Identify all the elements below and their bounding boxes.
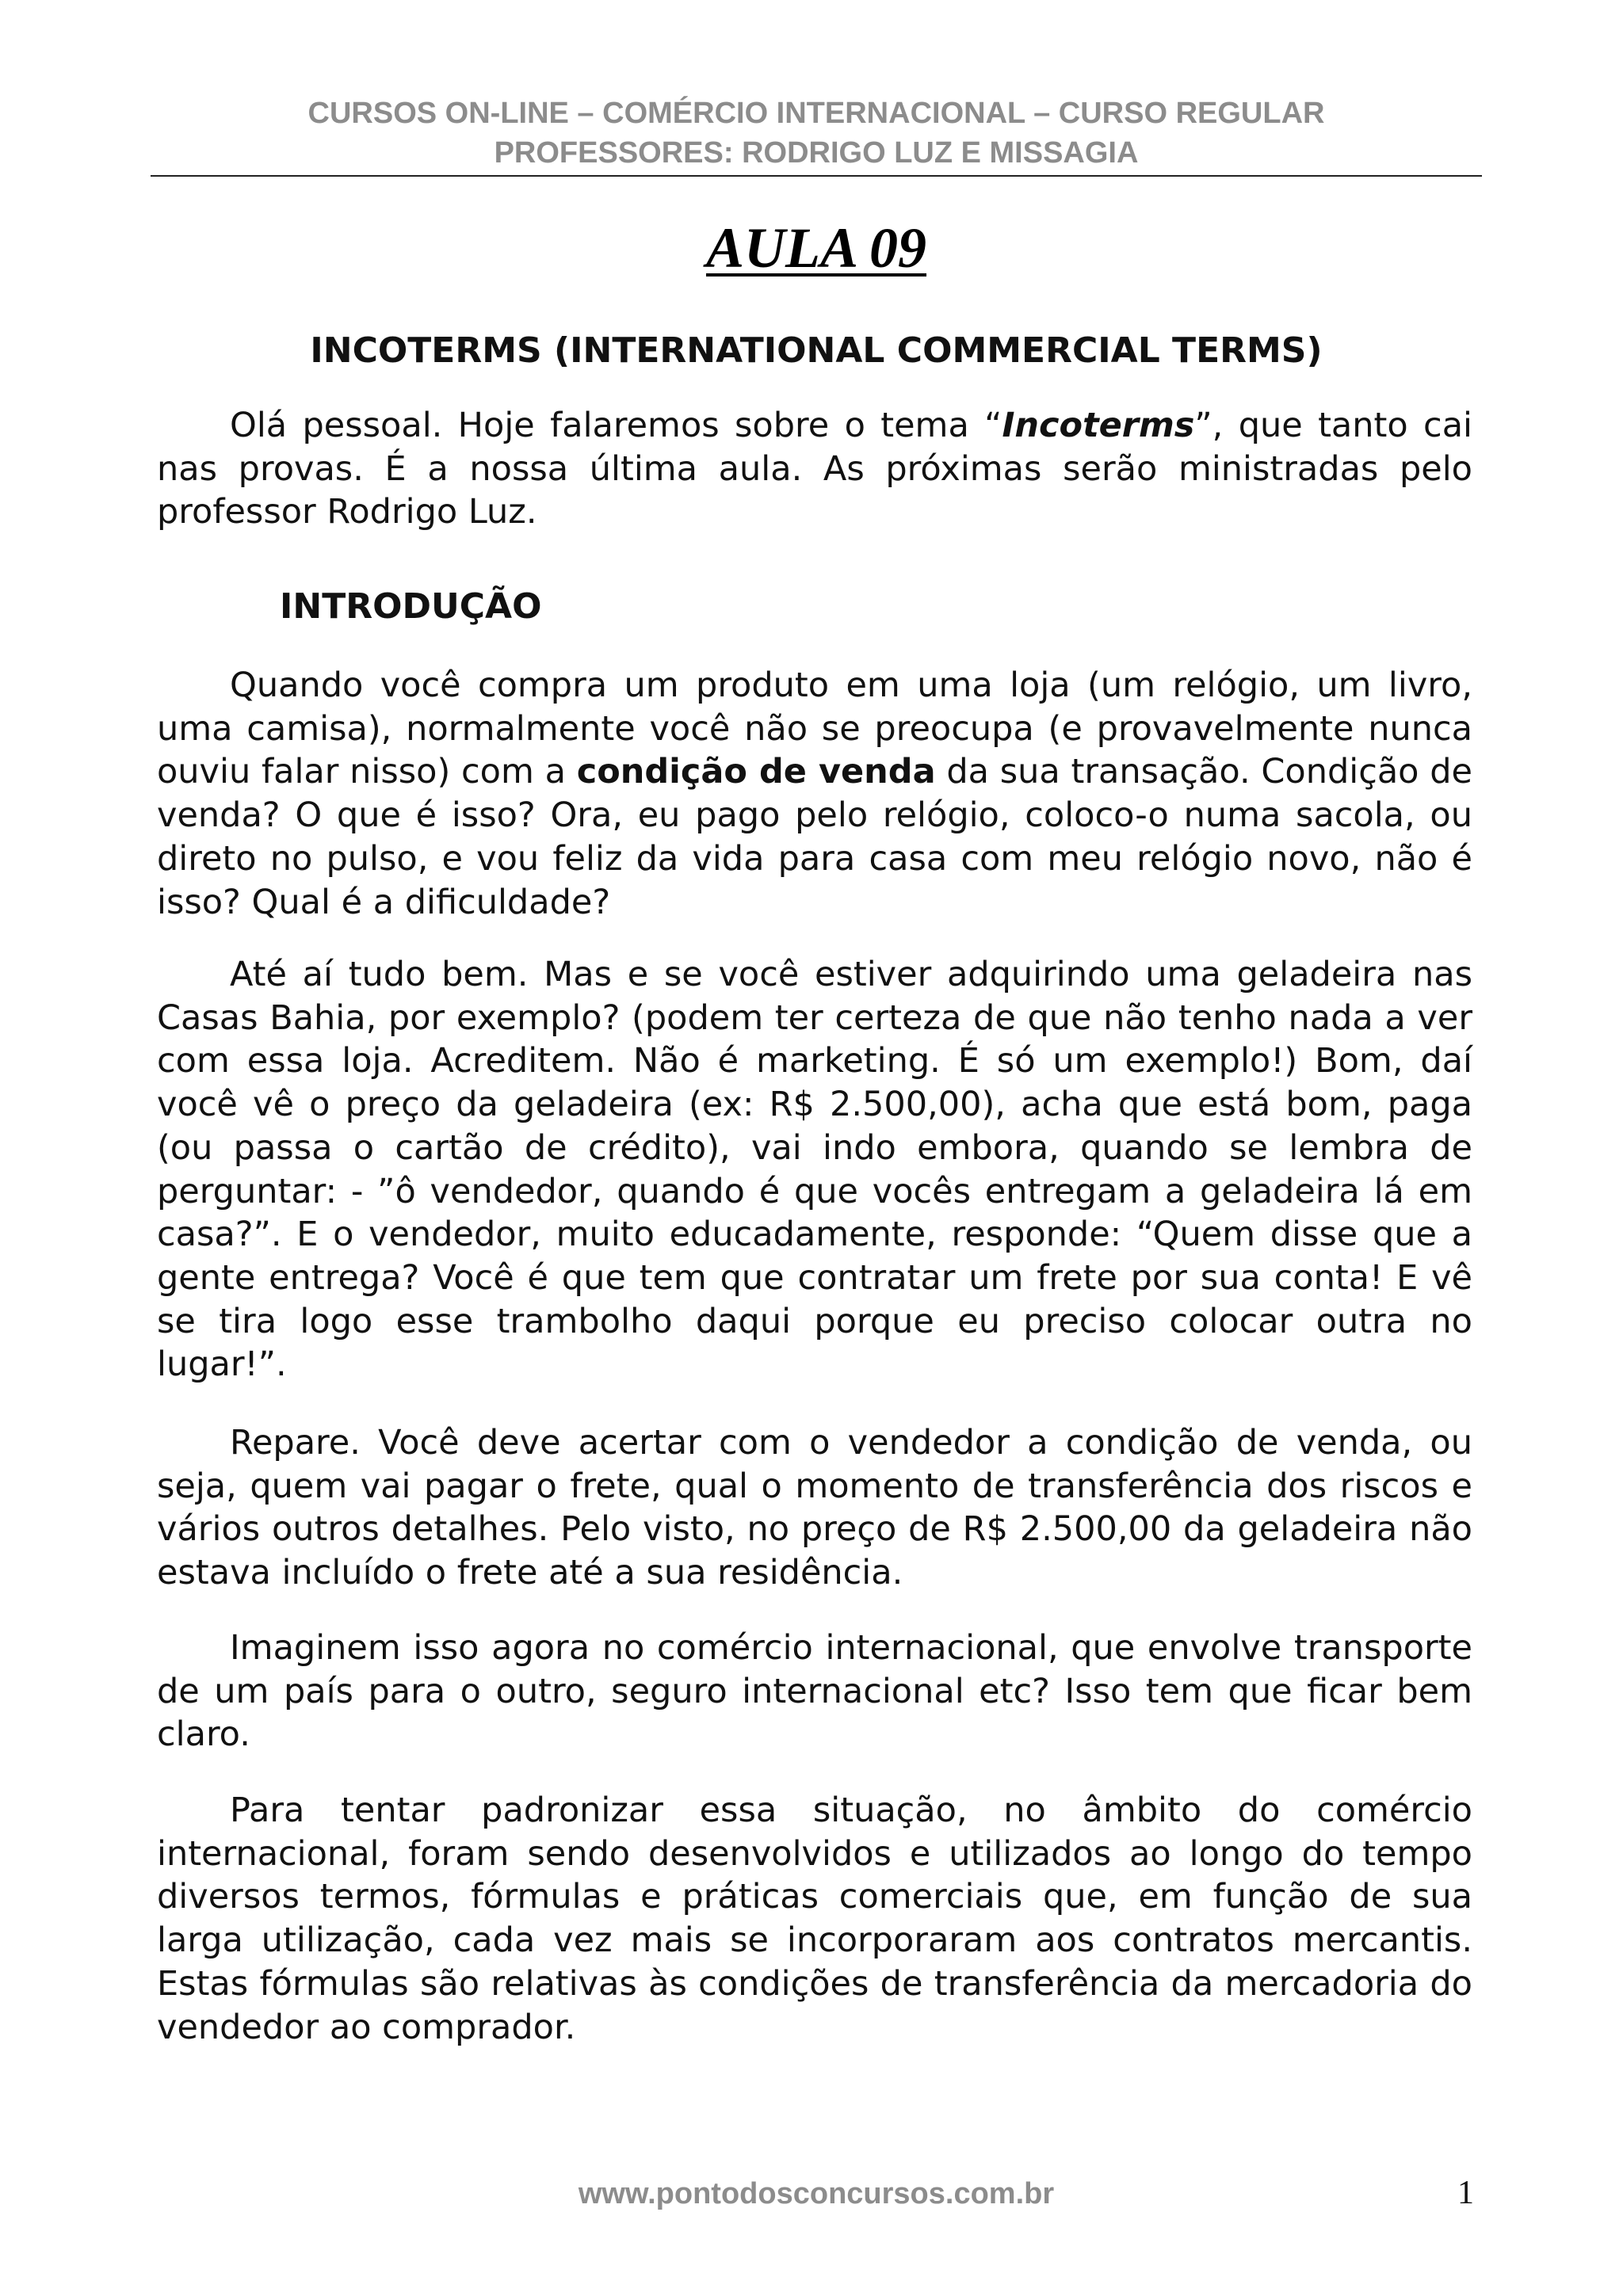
paragraph-1: [157, 664, 1472, 924]
incoterms-emphasis: Incoterms: [1002, 406, 1195, 445]
page-header: [151, 93, 1482, 173]
intro-paragraph: [157, 404, 1472, 534]
intro-text-before: Olá pessoal. Hoje falaremos sobre o tema “: [230, 406, 1002, 445]
header-course-line: CURSOS ON-LINE – COMÉRCIO INTERNACIONAL – CURSO REGULAR: [307, 97, 1325, 130]
footer-website-url: www.pontodosconcursos.com.br: [578, 2177, 1055, 2210]
condicao-de-venda-bold: condição de venda: [576, 752, 936, 792]
lesson-subtitle: INCOTERMS (INTERNATIONAL COMMERCIAL TERMS): [310, 330, 1323, 371]
paragraph-1-before: Quando você compra um produto em uma loja (um relógio, um livro, uma camisa), normalmente você não se preocupa (e provavelmente nunca ouviu falar nisso) com a: [157, 666, 1472, 792]
paragraph-5: Para tentar padronizar essa situação, no âmbito do comércio internacional, foram sendo desenvolvidos e utilizados ao longo do tempo diversos termos, fórmulas e práticas comerciais que, em função de sua larga utilização, cada vez mais se incorporaram aos contratos mercantis. Estas fórmulas são relativas às condições de transferência da mercadoria do vendedor ao comprador.: [157, 1791, 1472, 2047]
intro-text-after: ”, que tanto cai nas provas. É a nossa última aula. As próximas serão ministradas pelo professor Rodrigo Luz.: [157, 406, 1472, 532]
paragraph-4: Imaginem isso agora no comércio internacional, que envolve transporte de um país para o outro, seguro internacional etc? Isso tem que ficar bem claro.: [157, 1628, 1472, 1755]
lesson-title: AULA 09: [705, 216, 927, 280]
paragraph-2: Até aí tudo bem. Mas e se você estiver adquirindo uma geladeira nas Casas Bahia, por exemplo? (podem ter certeza de que não tenho nada a ver com essa loja. Acreditem. Não é marketing. É só um exemplo!) Bom, daí você vê o preço da geladeira (ex: R$ 2.500,00), acha que está bom, paga (ou passa o cartão de crédito), vai indo embora, quando se lembra de perguntar: - ”ô vendedor, quando é que vocês entregam a geladeira lá em casa?”. E o vendedor, muito educadamente, responde: “Quem disse que a gente entrega? Você é que tem que contratar um frete por sua conta! E vê se tira logo esse trambolho daqui porque eu preciso colocar outra no lugar!”.: [157, 955, 1472, 1385]
page-number: 1: [1457, 2175, 1474, 2211]
header-divider: [151, 175, 1482, 177]
header-professors-line: PROFESSORES: RODRIGO LUZ E MISSAGIA: [494, 136, 1139, 170]
paragraph-1-after: da sua transação. Condição de venda? O que é isso? Ora, eu pago pelo relógio, coloco-o numa sacola, ou direto no pulso, e vou feliz da vida para casa com meu relógio novo, não é isso? Qual é a dificuldade?: [157, 752, 1472, 922]
paragraph-3: Repare. Você deve acertar com o vendedor a condição de venda, ou seja, quem vai pagar o frete, qual o momento de transferência dos riscos e vários outros detalhes. Pelo visto, no preço de R$ 2.500,00 da geladeira não estava incluído o frete até a sua residência.: [157, 1423, 1472, 1593]
section-heading-introducao: INTRODUÇÃO: [280, 586, 542, 627]
